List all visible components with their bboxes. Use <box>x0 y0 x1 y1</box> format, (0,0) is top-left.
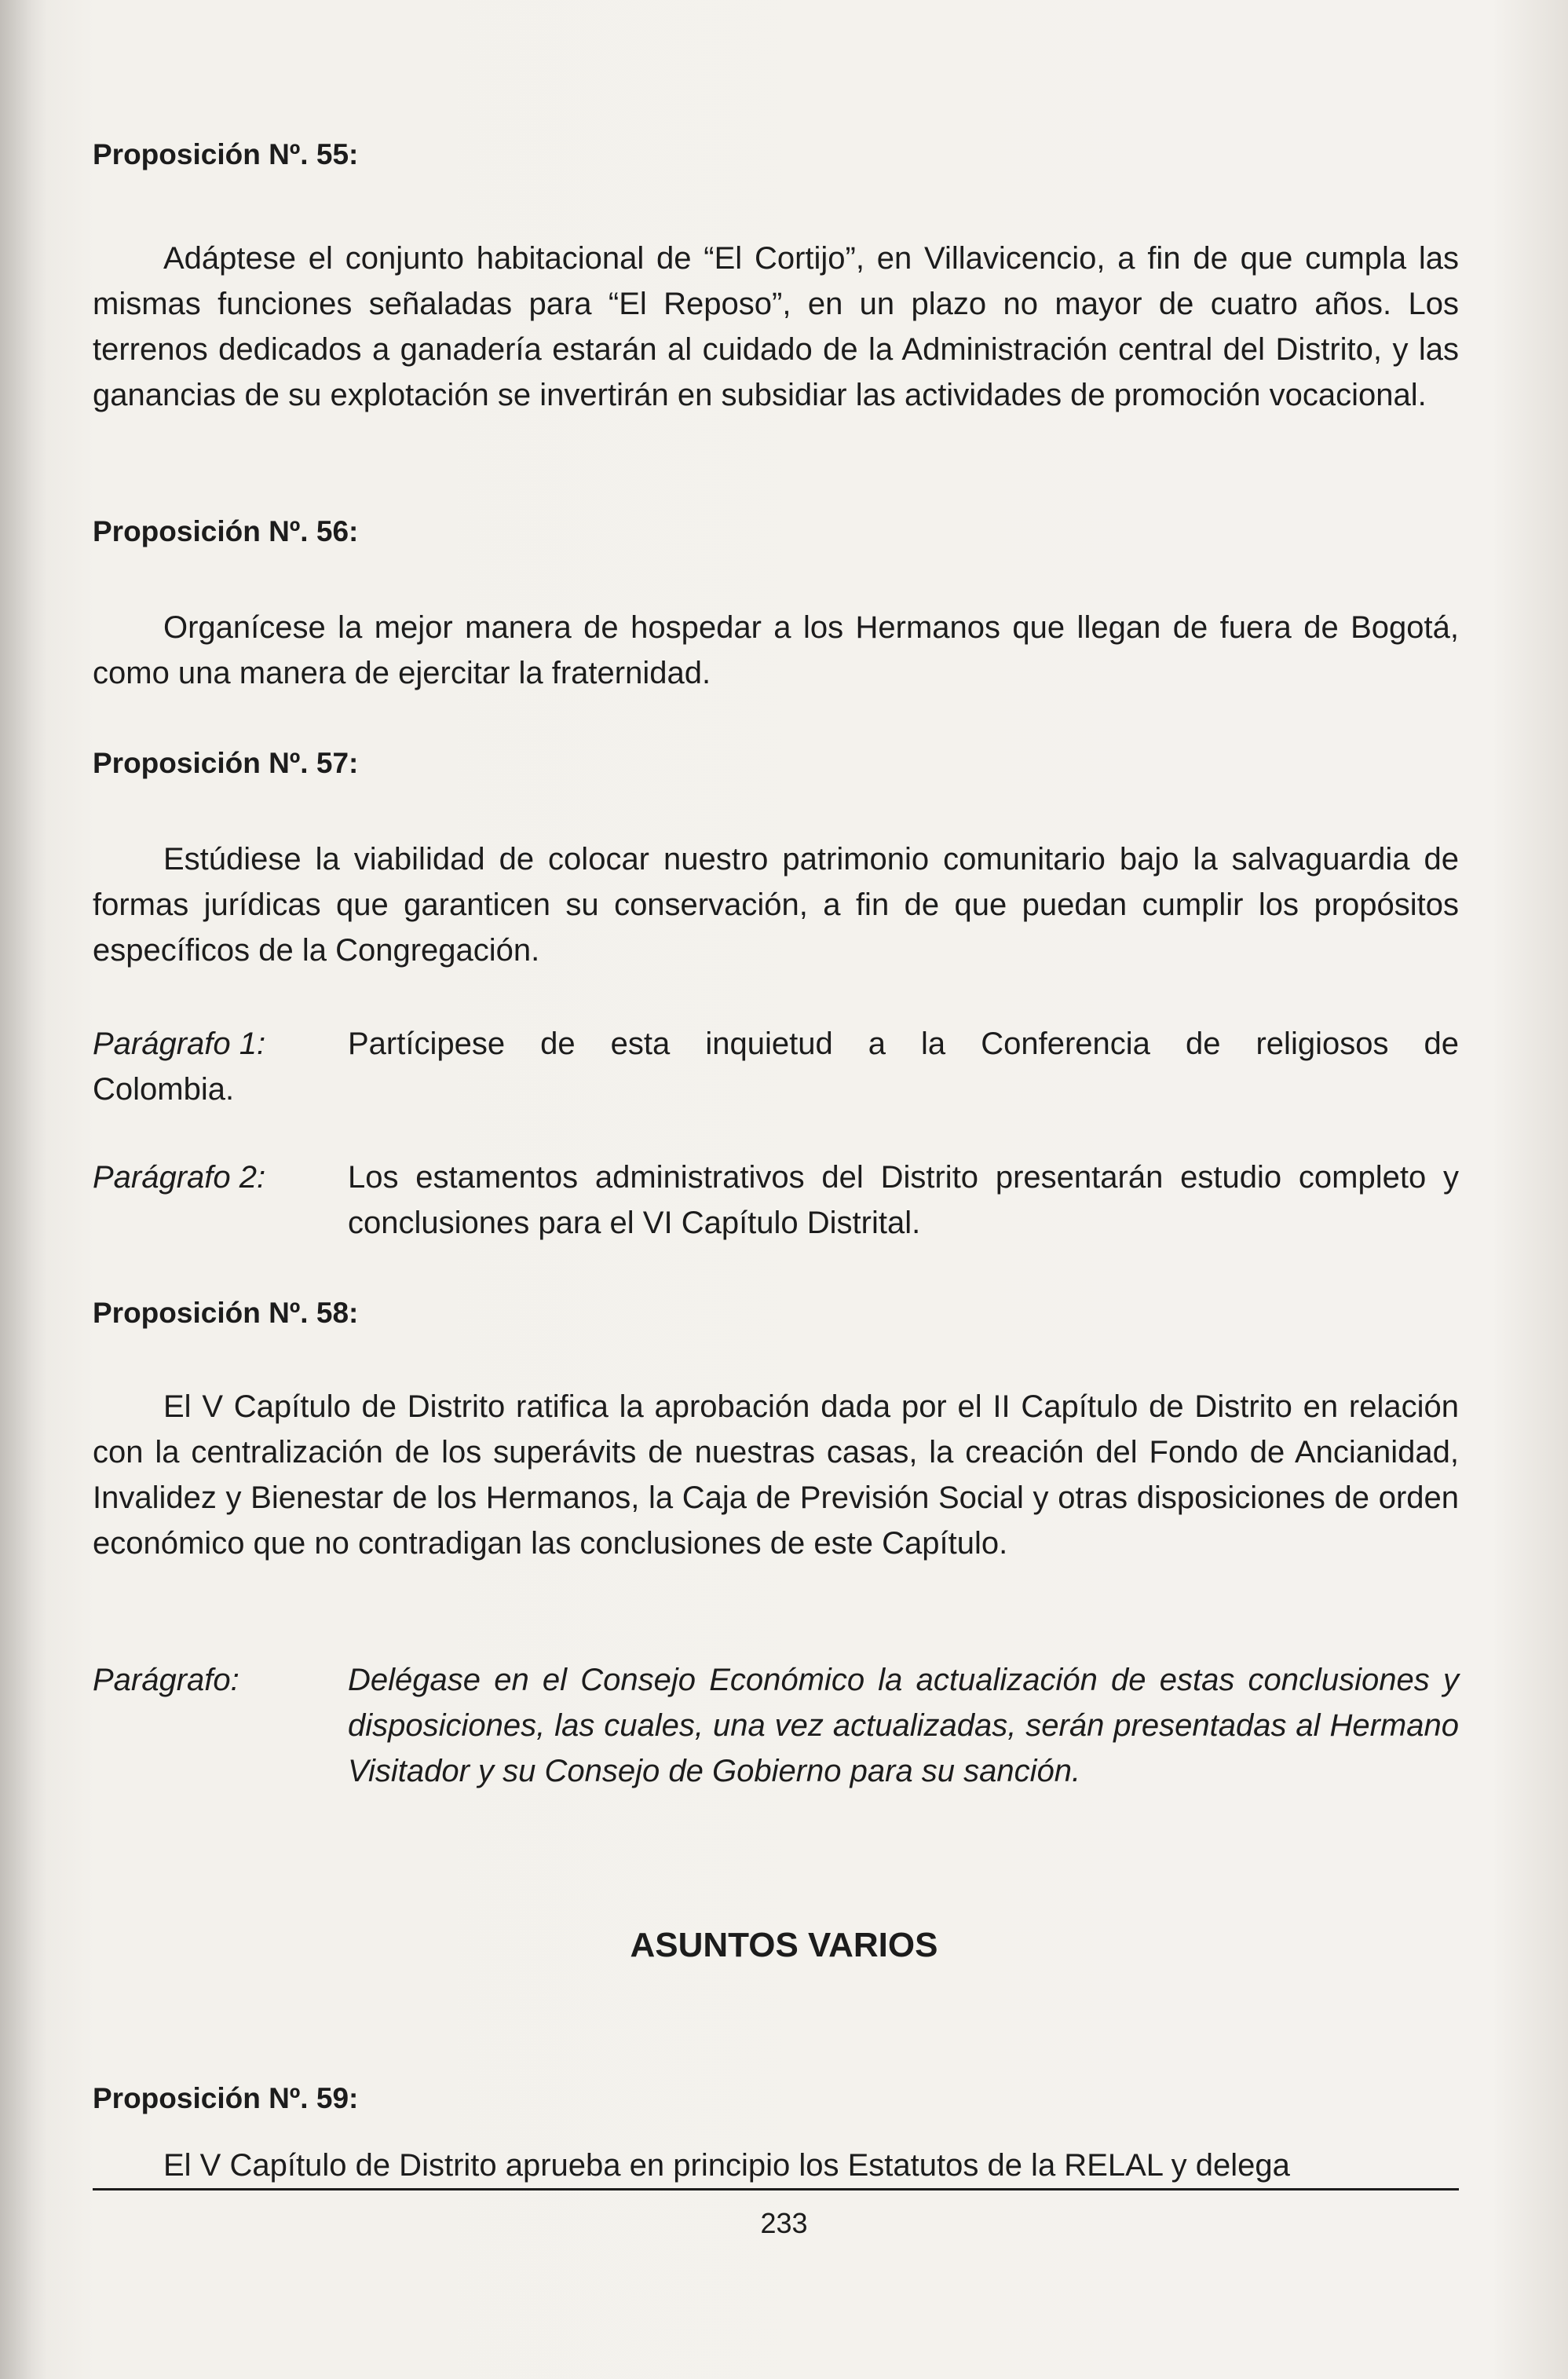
paragraph-1-text: Partícipese de esta inquietud a la Conferencia de religiosos de <box>348 1027 1459 1061</box>
paragraph-label: Parágrafo: <box>93 1663 239 1697</box>
proposal-57-text: Estúdiese la viabilidad de colocar nuestro patrimonio comunitario bajo la salvaguardia de formas jurídicas que garanticen su conservación, a fin de que puedan cumplir los propósitos específicos de la Congregación. <box>93 842 1459 968</box>
proposal-55-body <box>93 236 1459 418</box>
proposal-55 <box>93 137 1459 172</box>
paragraph-2-text: Los estamentos administrativos del Distrito presentarán estudio completo y conclusiones para el VI Capítulo Distrital. <box>348 1160 1459 1240</box>
proposal-56-text: Organícese la mejor manera de hospedar a los Hermanos que llegan de fuera de Bogotá, como una manera de ejercitar la fraternidad. <box>93 610 1459 690</box>
proposal-57 <box>93 746 1459 781</box>
proposal-55-heading: Proposición Nº. 55: <box>93 138 359 170</box>
proposal-57-heading: Proposición Nº. 57: <box>93 747 359 779</box>
proposal-57-body <box>93 836 1459 973</box>
page-number: 233 <box>760 2207 808 2239</box>
section-title: ASUNTOS VARIOS <box>630 1926 938 1964</box>
proposal-58-body <box>93 1384 1459 1566</box>
proposal-59-body <box>93 2148 1459 2183</box>
proposal-55-text: Adáptese el conjunto habitacional de “El Cortijo”, en Villavicencio, a fin de que cumpla las mismas funciones señaladas para “El Reposo”, en un plazo no mayor de cuatro años. Los terrenos dedicados a ganadería estarán al cuidado de la Administración central del Distrito, y las ganancias de su explotación se invertirán en subsidiar las actividades de promoción vocacional. <box>93 241 1459 412</box>
proposal-56 <box>93 514 1459 549</box>
proposal-58-paragraph <box>93 1657 1459 1788</box>
proposal-58-heading: Proposición Nº. 58: <box>93 1297 359 1329</box>
proposal-57-paragraph-1 <box>93 1021 1459 1112</box>
paragraph-text: Delégase en el Consejo Económico la actualización de estas conclusiones y disposiciones, las cuales, una vez actualizadas, serán presentadas al Hermano Visitador y su Consejo de Gobierno para su sanción. <box>348 1663 1459 1788</box>
proposal-58-text: El V Capítulo de Distrito ratifica la aprobación dada por el II Capítulo de Distrito en relación con la centralización de los superávits de nuestras casas, la creación del Fondo de Ancianidad, Invalidez y Bienestar de los Hermanos, la Caja de Previsión Social y otras disposiciones de orden económico que no contradigan las conclusiones de este Capítulo. <box>93 1389 1459 1561</box>
proposal-56-body <box>93 605 1459 696</box>
footer-rule <box>93 2188 1459 2191</box>
proposal-59-text: El V Capítulo de Distrito aprueba en principio los Estatutos de la RELAL y delega <box>163 2148 1290 2183</box>
proposal-58 <box>93 1296 1459 1330</box>
paragraph-1-continuation: Colombia. <box>93 1072 235 1107</box>
paragraph-1-label: Parágrafo 1: <box>93 1027 266 1061</box>
proposal-57-paragraph-2 <box>93 1155 1459 1240</box>
proposal-59 <box>93 2081 1459 2116</box>
proposal-56-heading: Proposición Nº. 56: <box>93 515 359 547</box>
proposal-59-heading: Proposición Nº. 59: <box>93 2082 359 2114</box>
binding-shadow <box>0 0 47 2379</box>
paragraph-2-label: Parágrafo 2: <box>93 1160 266 1195</box>
